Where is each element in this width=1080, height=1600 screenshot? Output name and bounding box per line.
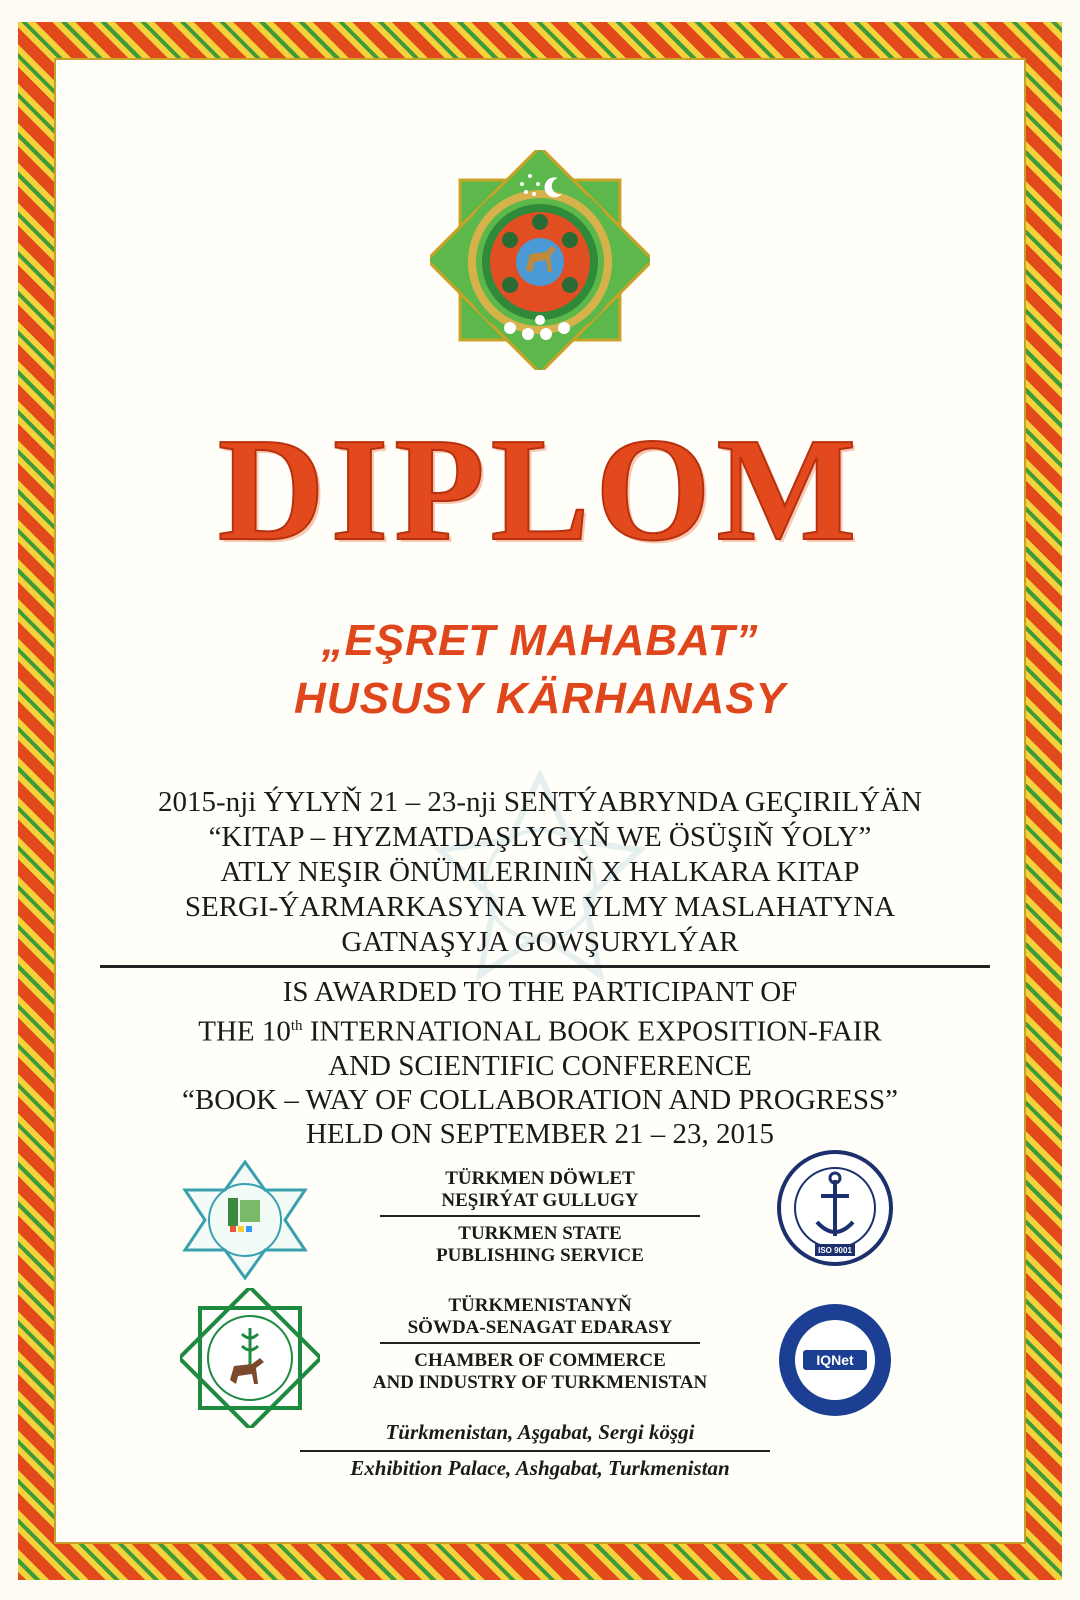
english-award-text	[90, 975, 990, 1151]
english-line	[90, 1009, 990, 1049]
org-label: TÜRKMEN DÖWLET	[445, 1168, 635, 1189]
ordinal-suffix: th	[290, 1018, 303, 1034]
org-label: CHAMBER OF COMMERCE	[414, 1350, 666, 1371]
org-label: SÖWDA-SENAGAT EDARASY	[407, 1317, 673, 1338]
company-name	[0, 612, 1080, 728]
org-label: AND INDUSTRY OF TURKMENISTAN	[372, 1372, 708, 1393]
venue-tk: Türkmenistan, Aşgabat, Sergi köşgi	[385, 1420, 695, 1444]
chamber-of-commerce-logo-icon	[180, 1288, 320, 1428]
publishing-service-en	[360, 1223, 720, 1267]
company-name-line2: HUSUSY KÄRHANASY	[294, 674, 786, 723]
venue-en: Exhibition Palace, Ashgabat, Turkmenistan	[350, 1456, 730, 1480]
org-label: TÜRKMENISTANYŇ	[448, 1295, 632, 1316]
org-divider	[380, 1215, 700, 1217]
english-line: IS AWARDED TO THE PARTICIPANT OF	[282, 976, 798, 1008]
iqnet-logo-text: IQNet	[816, 1352, 854, 1368]
turkmen-line: GATNAŞYJA GOWŞURYLÝAR	[341, 926, 739, 958]
english-line: HELD ON SEPTEMBER 21 – 23, 2015	[305, 1117, 775, 1150]
publishing-service-tk	[360, 1168, 720, 1212]
org-label: TURKMEN STATE	[458, 1223, 622, 1244]
english-line: “BOOK – WAY OF COLLABORATION AND PROGRESS”	[182, 1083, 898, 1116]
english-line-part: INTERNATIONAL BOOK EXPOSITION-FAIR	[302, 1015, 882, 1048]
turkmen-line: ATLY NEŞIR ÖNÜMLERINIŇ X HALKARA KITAP	[220, 856, 860, 888]
exhibition-logo-icon	[180, 1160, 310, 1280]
text-divider	[100, 965, 990, 968]
turkmen-award-text	[90, 785, 990, 960]
org-divider	[380, 1342, 700, 1344]
english-line-part: THE 10	[198, 1015, 291, 1048]
chamber-en	[360, 1350, 720, 1394]
diploma-title: DIPLOM	[217, 408, 863, 572]
footer-divider	[300, 1450, 770, 1452]
english-line: AND SCIENTIFIC CONFERENCE	[328, 1049, 752, 1082]
iso-code: ISO 9001	[818, 1246, 852, 1255]
turkmenistan-emblem-icon	[430, 150, 650, 370]
turkmen-line: SERGI-ÝARMARKASYNA WE YLMY MASLAHATYNA	[184, 891, 896, 923]
org-label: NEŞIRÝAT GULLUGY	[441, 1190, 639, 1211]
company-name-line1: „EŞRET MAHABAT”	[321, 616, 759, 665]
iso-9001-seal-icon	[775, 1148, 895, 1268]
chamber-tk	[360, 1295, 720, 1339]
turkmen-line: 2015-nji ÝYLYŇ 21 – 23-nji SENTÝABRYNDA GEÇIRILÝÄN	[158, 786, 922, 818]
iqnet-seal-icon	[775, 1300, 895, 1420]
org-label: PUBLISHING SERVICE	[436, 1245, 644, 1266]
turkmen-line: “KITAP – HYZMATDAŞLYGYŇ WE ÖSÜŞIŇ ÝOLY”	[208, 821, 872, 853]
